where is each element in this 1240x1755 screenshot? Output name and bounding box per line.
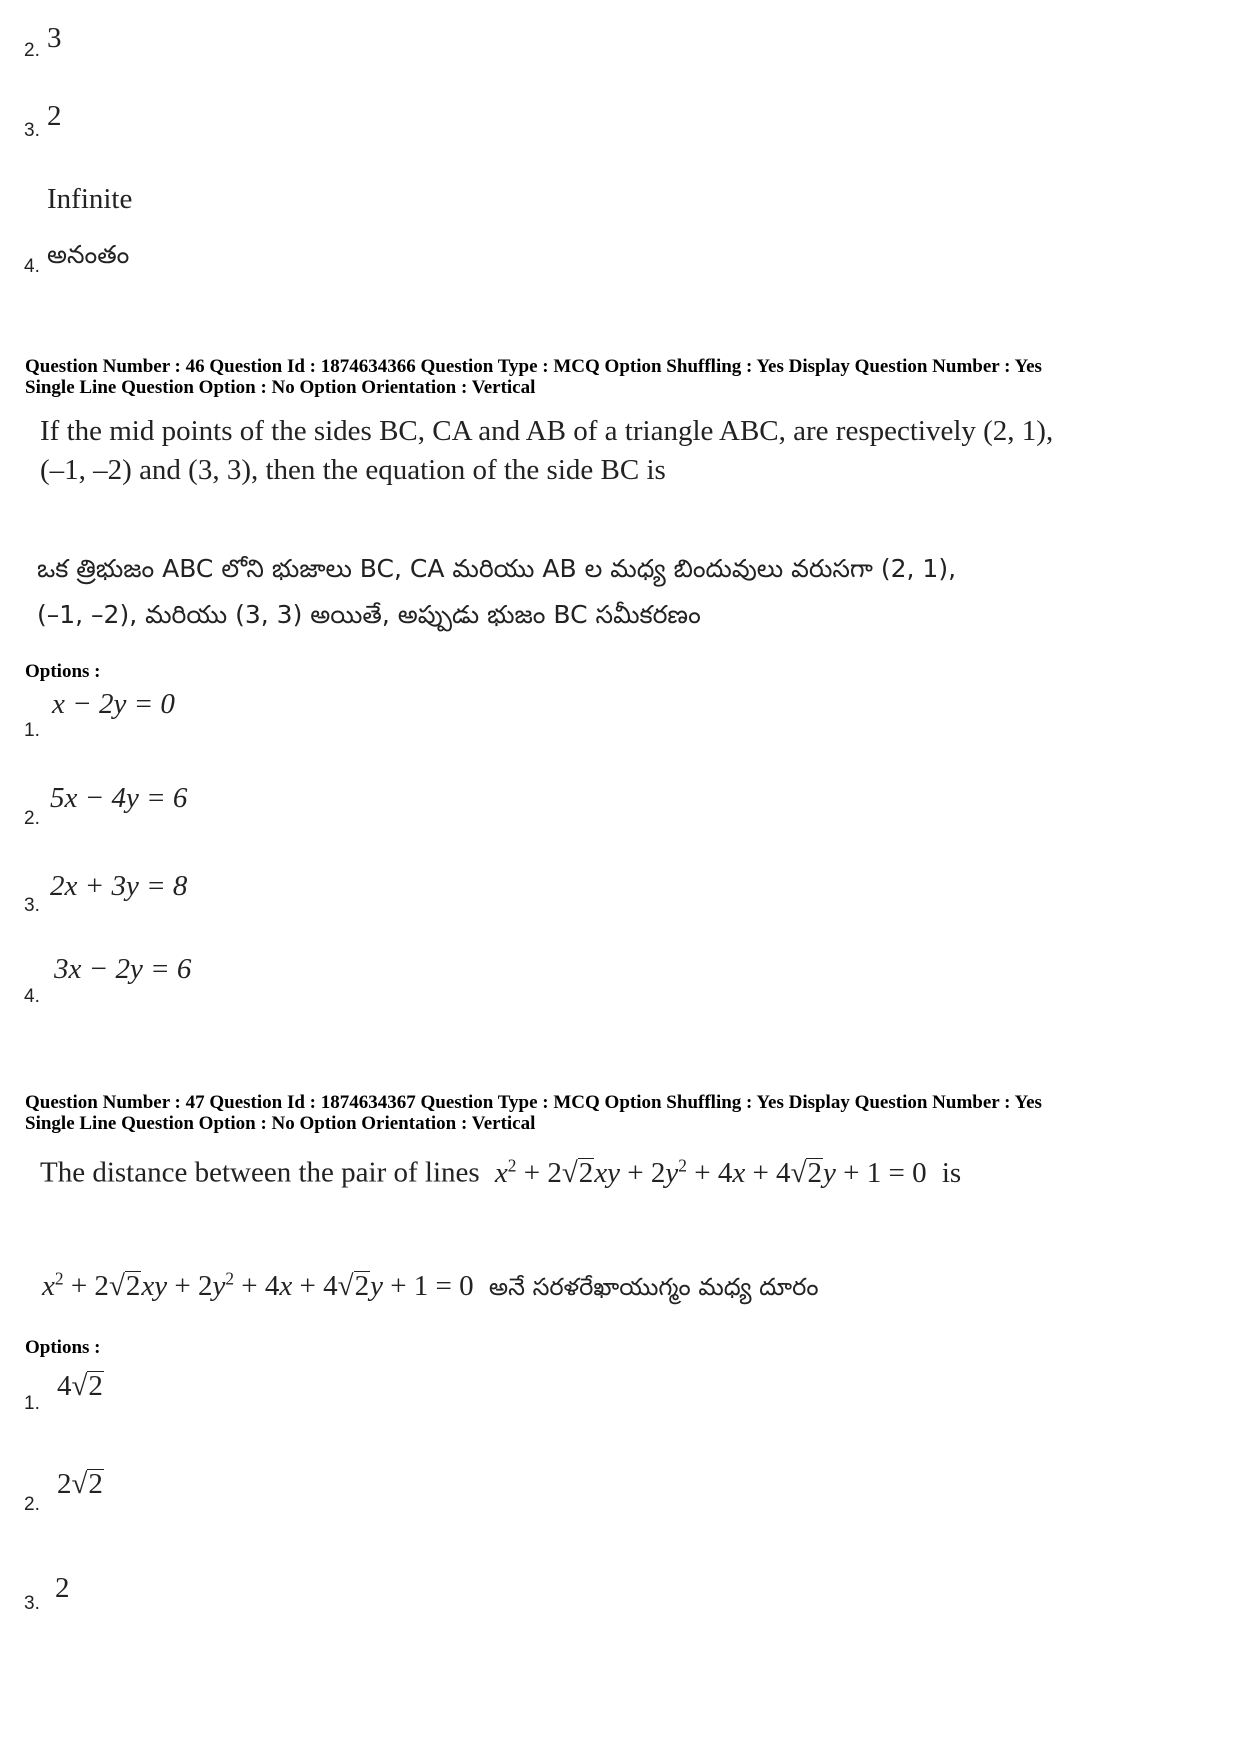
prev-option-4-text-te: అనంతం — [47, 240, 130, 269]
q46-meta-line1: Question Number : 46 Question Id : 1874634366 Question Type : MCQ Option Shuffling : Yes Display Question Number : Yes — [25, 356, 1042, 377]
q47-text-en-suffix: is — [941, 1156, 962, 1189]
q46-option-1-number: 1. — [24, 720, 40, 741]
q47-option-1-radicand: 2 — [88, 1370, 103, 1402]
q47-text-te-suffix: అనే సరళరేఖాయుగ్మం మధ్య దూరం — [488, 1272, 819, 1301]
prev-option-2-number: 2. — [24, 40, 40, 61]
q47-option-2-coef: 2 — [57, 1468, 72, 1500]
q47-equation-te: $x^2 + 2√2xy + 2y^2 + 4x + 4√2y + 1 = 0$ — [42, 1268, 481, 1302]
q47-option-1-text[interactable]: 4√2 — [57, 1370, 103, 1402]
q46-text-en-line1: If the mid points of the sides BC, CA and AB of a triangle ABC, are respectively (2, 1), — [40, 415, 1054, 447]
prev-option-3-text: 2 — [47, 100, 62, 132]
q47-options-label: Options : — [25, 1337, 101, 1358]
q46-option-2-text[interactable]: 5x − 4y = 6 — [50, 782, 188, 814]
q46-option-2-number: 2. — [24, 808, 40, 829]
q46-option-4-text[interactable]: 3x − 2y = 6 — [54, 953, 192, 985]
q47-meta-line2: Single Line Question Option : No Option Orientation : Vertical — [25, 1113, 536, 1134]
q47-text-en-prefix: The distance between the pair of lines — [40, 1156, 480, 1189]
prev-option-2-text: 3 — [47, 22, 62, 54]
prev-option-4-text-en: Infinite — [47, 183, 133, 215]
q47-equation: $x^2 + 2√2xy + 2y^2 + 4x + 4√2y + 1 = 0$ — [494, 1155, 934, 1189]
q46-option-4-number: 4. — [24, 986, 40, 1007]
q47-option-3-text[interactable]: 2 — [55, 1572, 70, 1604]
q46-options-label: Options : — [25, 661, 101, 682]
q46-question-text-te — [37, 546, 1197, 638]
q46-option-3-number: 3. — [24, 895, 40, 916]
q46-meta-line2: Single Line Question Option : No Option Orientation : Vertical — [25, 377, 536, 398]
q47-question-text-en — [40, 1155, 961, 1190]
q46-question-text-en — [40, 412, 1160, 490]
q46-option-1-text[interactable]: x − 2y = 0 — [52, 688, 175, 720]
q47-question-text-te — [42, 1268, 819, 1307]
q46-text-te-line2: (–1, –2), మరియు (3, 3) అయితే, అప్పుడు భుజం BC సమీకరణం — [37, 600, 701, 629]
q46-option-3-text[interactable]: 2x + 3y = 8 — [50, 870, 188, 902]
q47-option-2-number: 2. — [24, 1494, 40, 1515]
prev-option-4-number: 4. — [24, 256, 40, 277]
q46-text-en-line2: (–1, –2) and (3, 3), then the equation of the side BC is — [40, 454, 666, 486]
q47-option-2-text[interactable]: 2√2 — [57, 1468, 103, 1500]
q47-option-1-number: 1. — [24, 1393, 40, 1414]
q47-option-3-number: 3. — [24, 1593, 40, 1614]
prev-option-3-number: 3. — [24, 120, 40, 141]
q47-option-1-coef: 4 — [57, 1370, 72, 1402]
q47-meta-line1: Question Number : 47 Question Id : 1874634367 Question Type : MCQ Option Shuffling : Yes Display Question Number : Yes — [25, 1092, 1042, 1113]
q47-option-2-radicand: 2 — [88, 1468, 103, 1500]
q46-text-te-line1: ఒక త్రిభుజం ABC లోని భుజాలు BC, CA మరియు AB ల మధ్య బిందువులు వరుసగా (2, 1), — [37, 554, 957, 583]
